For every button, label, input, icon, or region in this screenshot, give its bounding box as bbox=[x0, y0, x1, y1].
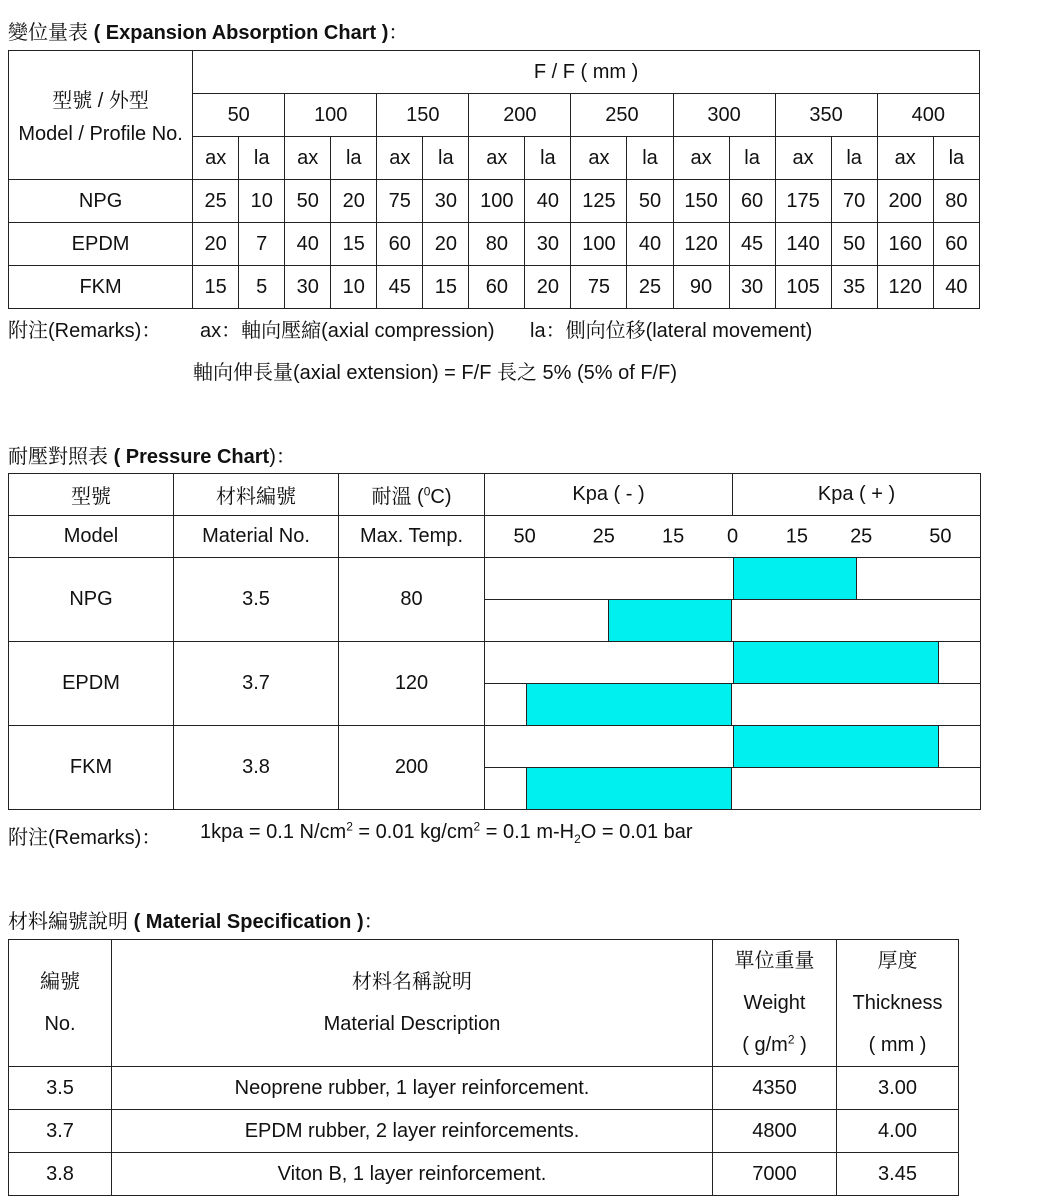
value-cell: 40 bbox=[285, 223, 331, 266]
description-header-zh: 材料名稱說明 bbox=[352, 971, 472, 993]
negative-pressure-bar bbox=[526, 768, 733, 809]
value-cell: 40 bbox=[525, 180, 571, 223]
pressure-material-cell: 3.5 bbox=[174, 558, 339, 642]
value-cell: 10 bbox=[239, 180, 285, 223]
la-header: la bbox=[933, 137, 979, 180]
temp-unit-post: C) bbox=[430, 486, 452, 508]
pressure-material-cell: 3.8 bbox=[174, 726, 339, 810]
material-header-zh: 材料編號 bbox=[174, 474, 339, 516]
negative-bar-cell bbox=[485, 768, 981, 810]
value-cell: 60 bbox=[933, 223, 979, 266]
temp-header-en: Max. Temp. bbox=[339, 516, 485, 558]
value-cell: 5 bbox=[239, 266, 285, 309]
ax-header: ax bbox=[877, 137, 933, 180]
value-cell: 120 bbox=[877, 266, 933, 309]
material-title-en: ( Material Specification ) bbox=[133, 911, 364, 933]
value-cell: 10 bbox=[331, 266, 377, 309]
value-cell: 45 bbox=[377, 266, 423, 309]
tick-label: 25 bbox=[850, 525, 873, 547]
ax-header: ax bbox=[469, 137, 525, 180]
value-cell: 20 bbox=[525, 266, 571, 309]
table-row bbox=[9, 1153, 959, 1196]
value-cell: 100 bbox=[469, 180, 525, 223]
value-cell: 50 bbox=[831, 223, 877, 266]
la-header: la bbox=[525, 137, 571, 180]
conversion-sup-1: 2 bbox=[346, 819, 353, 834]
value-cell: 50 bbox=[285, 180, 331, 223]
ax-header: ax bbox=[377, 137, 423, 180]
value-cell: 40 bbox=[627, 223, 673, 266]
expansion-title-zh: 變位量表 bbox=[8, 22, 88, 44]
conversion-part-1: 1kpa = 0.1 N/cm bbox=[200, 821, 347, 843]
material-header-en: Material No. bbox=[174, 516, 339, 558]
table-row bbox=[9, 1067, 959, 1110]
conversion-part-2: = 0.01 kg/cm bbox=[352, 821, 474, 843]
weight-unit-pre: ( g/m bbox=[742, 1034, 788, 1056]
pressure-remark-conversion bbox=[200, 821, 693, 844]
value-cell: 100 bbox=[571, 223, 627, 266]
pressure-material-cell: 3.7 bbox=[174, 642, 339, 726]
no-header bbox=[9, 940, 112, 1067]
conversion-part-3: = 0.1 m-H bbox=[480, 821, 575, 843]
table-row bbox=[9, 223, 980, 266]
value-cell: 20 bbox=[423, 223, 469, 266]
value-cell: 60 bbox=[469, 266, 525, 309]
pressure-row bbox=[9, 726, 981, 768]
value-cell: 15 bbox=[331, 223, 377, 266]
remark-ax: ax：軸向壓縮(axial compression) bbox=[200, 320, 495, 342]
negative-pressure-bar bbox=[526, 684, 733, 725]
value-cell: 80 bbox=[469, 223, 525, 266]
value-cell: 20 bbox=[331, 180, 377, 223]
kpa-negative-header: Kpa ( - ) bbox=[485, 474, 733, 516]
material-no-cell: 3.8 bbox=[9, 1153, 112, 1196]
value-cell: 140 bbox=[775, 223, 831, 266]
pressure-table bbox=[8, 473, 981, 810]
positive-pressure-bar bbox=[733, 642, 940, 683]
material-title-zh: 材料編號說明 bbox=[8, 911, 128, 933]
ax-header: ax bbox=[193, 137, 239, 180]
negative-bar-cell bbox=[485, 684, 981, 726]
positive-pressure-bar bbox=[733, 726, 940, 767]
model-header-zh: 型號 bbox=[9, 474, 174, 516]
value-cell: 60 bbox=[377, 223, 423, 266]
table-row bbox=[9, 180, 980, 223]
ff-value: 150 bbox=[377, 94, 469, 137]
value-cell: 25 bbox=[193, 180, 239, 223]
material-thickness-cell: 3.45 bbox=[837, 1153, 959, 1196]
thickness-header-zh: 厚度 bbox=[877, 950, 918, 972]
positive-pressure-bar bbox=[733, 558, 858, 599]
pressure-model-cell: NPG bbox=[9, 558, 174, 642]
model-cell: FKM bbox=[9, 266, 193, 309]
value-cell: 75 bbox=[377, 180, 423, 223]
la-header: la bbox=[729, 137, 775, 180]
tick-label: 0 bbox=[726, 525, 739, 547]
table-row bbox=[9, 266, 980, 309]
negative-pressure-bar bbox=[608, 600, 733, 641]
value-cell: 30 bbox=[285, 266, 331, 309]
value-cell: 70 bbox=[831, 180, 877, 223]
expansion-title bbox=[8, 16, 408, 45]
model-header-en: Model bbox=[9, 516, 174, 558]
temp-unit-pre: ( bbox=[417, 486, 424, 508]
expansion-table bbox=[8, 50, 980, 309]
pressure-row bbox=[9, 558, 981, 600]
material-thickness-cell: 3.00 bbox=[837, 1067, 959, 1110]
pressure-remarks-label: 附注(Remarks)： bbox=[8, 827, 162, 849]
ax-header: ax bbox=[285, 137, 331, 180]
value-cell: 15 bbox=[193, 266, 239, 309]
kpa-positive-header: Kpa ( + ) bbox=[733, 474, 981, 516]
value-cell: 200 bbox=[877, 180, 933, 223]
kpa-tick-axis bbox=[485, 516, 981, 558]
ff-value: 50 bbox=[193, 94, 285, 137]
material-desc-cell: Neoprene rubber, 1 layer reinforcement. bbox=[112, 1067, 713, 1110]
weight-header-zh: 單位重量 bbox=[734, 950, 815, 972]
temp-header-zh bbox=[339, 474, 485, 516]
value-cell: 60 bbox=[729, 180, 775, 223]
ff-value: 100 bbox=[285, 94, 377, 137]
expansion-title-en: ( Expansion Absorption Chart ) bbox=[93, 22, 389, 44]
value-cell: 45 bbox=[729, 223, 775, 266]
material-thickness-cell: 4.00 bbox=[837, 1110, 959, 1153]
value-cell: 30 bbox=[423, 180, 469, 223]
value-cell: 75 bbox=[571, 266, 627, 309]
pressure-model-cell: EPDM bbox=[9, 642, 174, 726]
weight-unit-sup: 2 bbox=[787, 1032, 795, 1047]
ff-value: 350 bbox=[775, 94, 877, 137]
value-cell: 105 bbox=[775, 266, 831, 309]
model-cell: EPDM bbox=[9, 223, 193, 266]
weight-unit-post: ) bbox=[794, 1034, 807, 1056]
negative-bar-cell bbox=[485, 600, 981, 642]
ax-header: ax bbox=[775, 137, 831, 180]
conversion-sup-2: 2 bbox=[473, 819, 481, 834]
positive-bar-cell bbox=[485, 642, 981, 684]
value-cell: 120 bbox=[673, 223, 729, 266]
table-row bbox=[9, 1110, 959, 1153]
value-cell: 90 bbox=[673, 266, 729, 309]
value-cell: 150 bbox=[673, 180, 729, 223]
remark-la: la：側向位移(lateral movement) bbox=[530, 320, 813, 342]
pressure-temp-cell: 120 bbox=[339, 642, 485, 726]
value-cell: 80 bbox=[933, 180, 979, 223]
model-profile-header-en: Model / Profile No. bbox=[18, 123, 183, 145]
positive-bar-cell bbox=[485, 726, 981, 768]
pressure-title-zh: 耐壓對照表 bbox=[8, 446, 108, 468]
weight-unit bbox=[713, 1024, 836, 1066]
remark-extension: 軸向伸長量(axial extension) = F/F 長之 5% (5% of F/F) bbox=[193, 362, 677, 384]
conversion-sub: 2 bbox=[574, 832, 581, 846]
ff-value: 400 bbox=[877, 94, 979, 137]
value-cell: 125 bbox=[571, 180, 627, 223]
thickness-header bbox=[837, 940, 959, 1067]
model-profile-header bbox=[9, 51, 193, 180]
ax-header: ax bbox=[571, 137, 627, 180]
value-cell: 35 bbox=[831, 266, 877, 309]
pressure-row bbox=[9, 642, 981, 684]
ff-header: F / F ( mm ) bbox=[193, 51, 980, 94]
expansion-remarks-label: 附注(Remarks)： bbox=[8, 320, 162, 342]
ff-value: 200 bbox=[469, 94, 571, 137]
pressure-title-en: ( Pressure Chart bbox=[113, 446, 270, 468]
value-cell: 175 bbox=[775, 180, 831, 223]
pressure-title bbox=[8, 440, 296, 469]
ff-value: 250 bbox=[571, 94, 673, 137]
conversion-part-4: O = 0.01 bar bbox=[580, 821, 693, 843]
material-desc-cell: EPDM rubber, 2 layer reinforcements. bbox=[112, 1110, 713, 1153]
tick-label: 15 bbox=[661, 525, 685, 547]
weight-header bbox=[713, 940, 837, 1067]
la-header: la bbox=[423, 137, 469, 180]
value-cell: 30 bbox=[729, 266, 775, 309]
thickness-unit: ( mm ) bbox=[868, 1034, 927, 1056]
pressure-temp-cell: 200 bbox=[339, 726, 485, 810]
value-cell: 50 bbox=[627, 180, 673, 223]
material-no-cell: 3.7 bbox=[9, 1110, 112, 1153]
ax-header: ax bbox=[673, 137, 729, 180]
description-header-en: Material Description bbox=[323, 1013, 501, 1035]
tick-label: 15 bbox=[785, 525, 808, 547]
description-header bbox=[112, 940, 713, 1067]
la-header: la bbox=[331, 137, 377, 180]
temp-header-zh-text: 耐溫 bbox=[371, 486, 412, 508]
tick-label: 25 bbox=[592, 525, 615, 547]
value-cell: 20 bbox=[193, 223, 239, 266]
ff-value: 300 bbox=[673, 94, 775, 137]
pressure-model-cell: FKM bbox=[9, 726, 174, 810]
material-weight-cell: 4800 bbox=[713, 1110, 837, 1153]
value-cell: 15 bbox=[423, 266, 469, 309]
la-header: la bbox=[627, 137, 673, 180]
pressure-title-suffix: )： bbox=[269, 446, 296, 468]
pressure-temp-cell: 80 bbox=[339, 558, 485, 642]
la-header: la bbox=[831, 137, 877, 180]
expansion-title-suffix: ： bbox=[388, 22, 409, 44]
material-weight-cell: 7000 bbox=[713, 1153, 837, 1196]
material-desc-cell: Viton B, 1 layer reinforcement. bbox=[112, 1153, 713, 1196]
material-title bbox=[8, 905, 384, 934]
no-header-en: No. bbox=[44, 1013, 76, 1035]
model-profile-header-zh: 型號 / 外型 bbox=[52, 90, 149, 112]
weight-header-en: Weight bbox=[743, 992, 806, 1014]
tick-label: 50 bbox=[929, 525, 952, 547]
value-cell: 30 bbox=[525, 223, 571, 266]
no-header-zh: 編號 bbox=[40, 971, 80, 993]
material-table bbox=[8, 939, 959, 1196]
positive-bar-cell bbox=[485, 558, 981, 600]
model-cell: NPG bbox=[9, 180, 193, 223]
material-no-cell: 3.5 bbox=[9, 1067, 112, 1110]
material-weight-cell: 4350 bbox=[713, 1067, 837, 1110]
thickness-header-en: Thickness bbox=[852, 992, 943, 1014]
value-cell: 160 bbox=[877, 223, 933, 266]
value-cell: 7 bbox=[239, 223, 285, 266]
value-cell: 40 bbox=[933, 266, 979, 309]
material-title-suffix: ： bbox=[363, 911, 384, 933]
temp-unit-sup: 0 bbox=[423, 484, 431, 499]
tick-label: 50 bbox=[513, 525, 536, 547]
value-cell: 25 bbox=[627, 266, 673, 309]
la-header: la bbox=[239, 137, 285, 180]
